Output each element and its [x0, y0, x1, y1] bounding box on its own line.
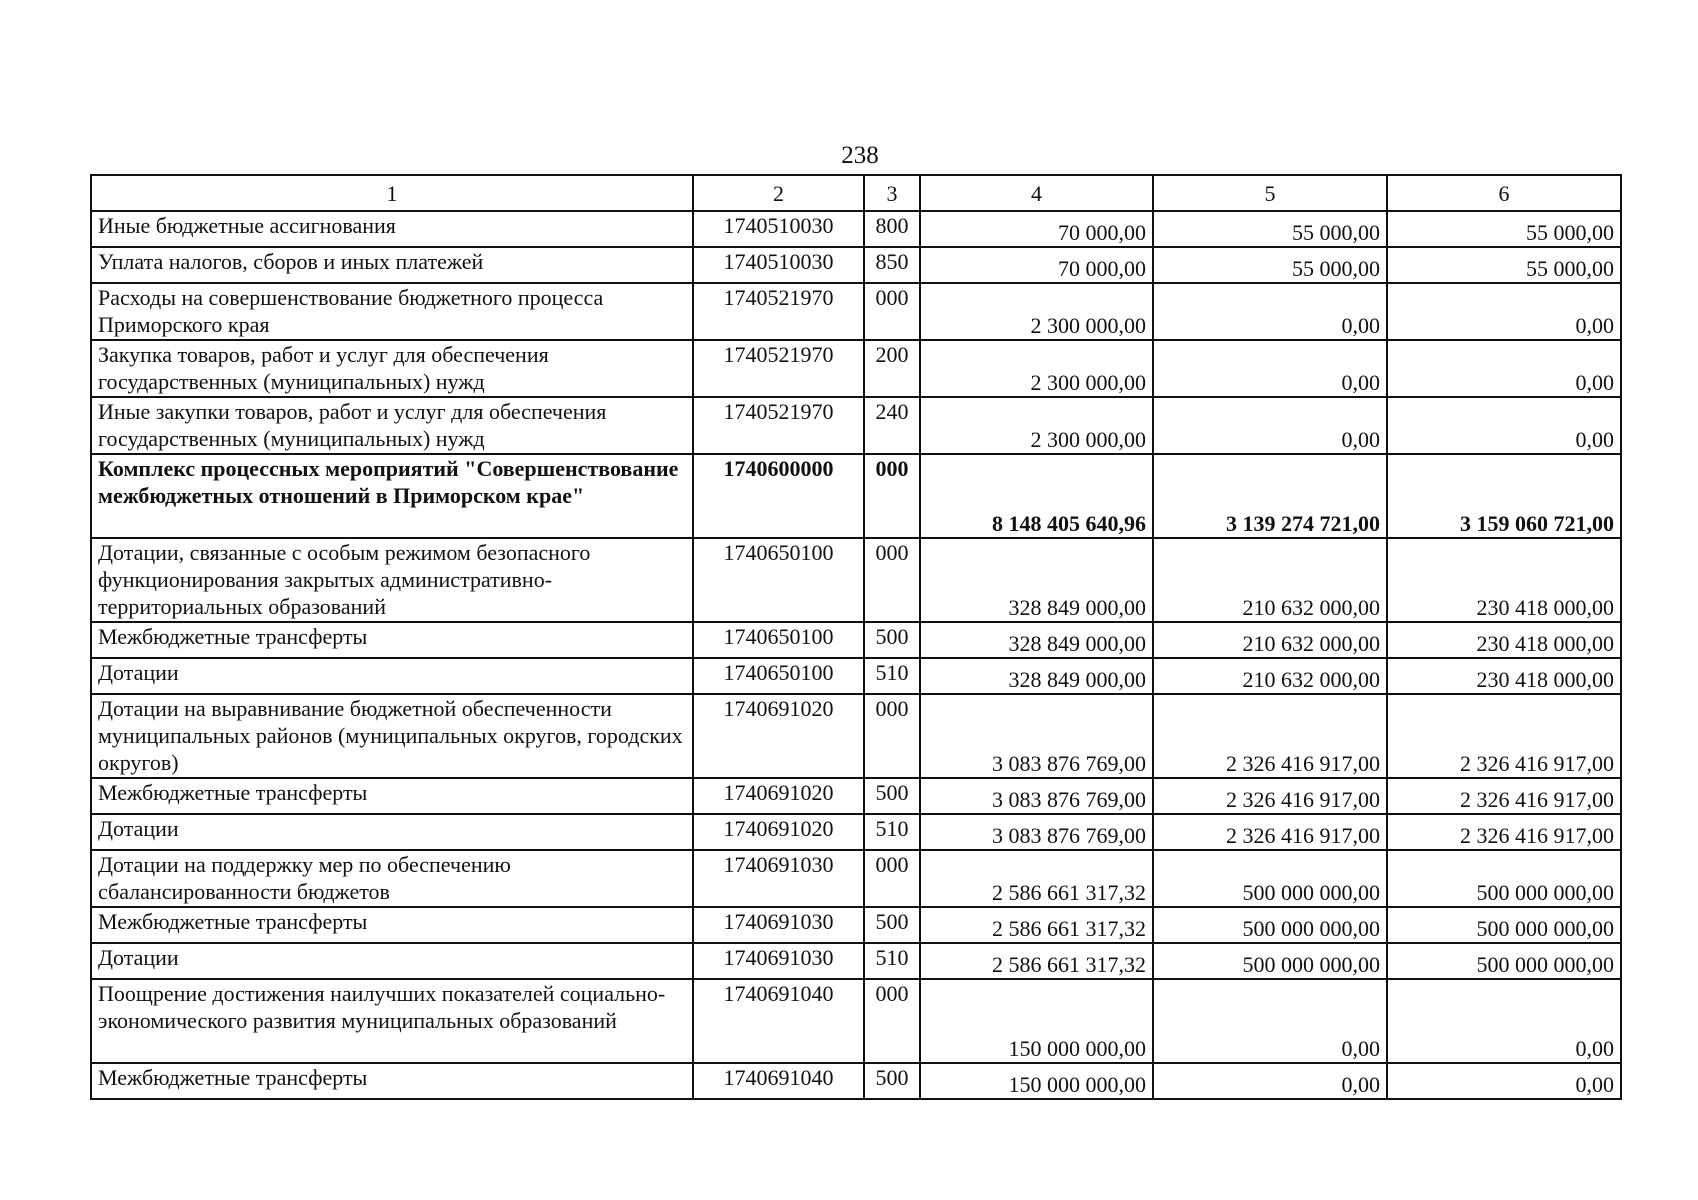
- row-amount-col5-cell: 500 000 000,00: [1153, 850, 1387, 907]
- row-amount-col4-cell: 3 083 876 769,00: [920, 694, 1153, 778]
- row-amount-col4-cell: 2 300 000,00: [920, 340, 1153, 397]
- row-amount-col5-cell: 0,00: [1153, 340, 1387, 397]
- row-code-cell: 1740691020: [693, 694, 864, 778]
- row-name-cell: Иные закупки товаров, работ и услуг для обеспечения государственных (муниципальных) нужд: [91, 397, 693, 454]
- row-amount-col4-cell: 328 849 000,00: [920, 538, 1153, 622]
- table-row: [91, 1063, 1621, 1099]
- row-amount-col6-cell: 2 326 416 917,00: [1387, 778, 1621, 814]
- row-amount-col6-cell: 230 418 000,00: [1387, 538, 1621, 622]
- row-amount-col5-cell: 500 000 000,00: [1153, 943, 1387, 979]
- row-code-cell: 1740521970: [693, 283, 864, 340]
- column-header: 3: [864, 175, 920, 211]
- row-amount-col6-cell: 2 326 416 917,00: [1387, 694, 1621, 778]
- row-amount-col4-cell: 3 083 876 769,00: [920, 778, 1153, 814]
- row-code-cell: 1740691020: [693, 778, 864, 814]
- row-amount-col6-cell: 500 000 000,00: [1387, 850, 1621, 907]
- row-code-cell: 1740650100: [693, 622, 864, 658]
- row-name-cell: Межбюджетные трансферты: [91, 622, 693, 658]
- page-number: 238: [841, 142, 879, 169]
- row-amount-col6-cell: 3 159 060 721,00: [1387, 454, 1621, 538]
- table-row: [91, 943, 1621, 979]
- table-row: [91, 814, 1621, 850]
- row-amount-col4-cell: 2 300 000,00: [920, 397, 1153, 454]
- row-type-cell: 200: [864, 340, 920, 397]
- table-row: [91, 283, 1621, 340]
- row-amount-col6-cell: 0,00: [1387, 1063, 1621, 1099]
- row-amount-col5-cell: 210 632 000,00: [1153, 538, 1387, 622]
- row-amount-col6-cell: 0,00: [1387, 283, 1621, 340]
- row-amount-col5-cell: 2 326 416 917,00: [1153, 694, 1387, 778]
- row-amount-col5-cell: 0,00: [1153, 397, 1387, 454]
- row-amount-col4-cell: 2 586 661 317,32: [920, 943, 1153, 979]
- table-row: [91, 211, 1621, 247]
- row-type-cell: 500: [864, 907, 920, 943]
- row-amount-col4-cell: 150 000 000,00: [920, 979, 1153, 1063]
- row-code-cell: 1740691020: [693, 814, 864, 850]
- row-name-cell: Поощрение достижения наилучших показателей социально-экономического развития муниципальных образований: [91, 979, 693, 1063]
- row-type-cell: 500: [864, 778, 920, 814]
- row-type-cell: 000: [864, 694, 920, 778]
- row-amount-col5-cell: 55 000,00: [1153, 247, 1387, 283]
- row-code-cell: 1740510030: [693, 247, 864, 283]
- row-amount-col6-cell: 500 000 000,00: [1387, 907, 1621, 943]
- row-name-cell: Межбюджетные трансферты: [91, 778, 693, 814]
- row-type-cell: 850: [864, 247, 920, 283]
- row-amount-col5-cell: 500 000 000,00: [1153, 907, 1387, 943]
- row-amount-col4-cell: 2 586 661 317,32: [920, 907, 1153, 943]
- row-name-cell: Расходы на совершенствование бюджетного процесса Приморского края: [91, 283, 693, 340]
- row-amount-col4-cell: 70 000,00: [920, 211, 1153, 247]
- row-name-cell: Межбюджетные трансферты: [91, 907, 693, 943]
- row-type-cell: 000: [864, 454, 920, 538]
- row-amount-col4-cell: 70 000,00: [920, 247, 1153, 283]
- row-amount-col5-cell: 55 000,00: [1153, 211, 1387, 247]
- table-row: [91, 778, 1621, 814]
- table-row: [91, 694, 1621, 778]
- table-row: [91, 907, 1621, 943]
- row-amount-col4-cell: 2 300 000,00: [920, 283, 1153, 340]
- row-amount-col6-cell: 500 000 000,00: [1387, 943, 1621, 979]
- table-row: [91, 850, 1621, 907]
- row-type-cell: 240: [864, 397, 920, 454]
- row-amount-col6-cell: 0,00: [1387, 340, 1621, 397]
- row-code-cell: 1740691040: [693, 979, 864, 1063]
- row-amount-col4-cell: 8 148 405 640,96: [920, 454, 1153, 538]
- row-type-cell: 510: [864, 814, 920, 850]
- row-amount-col4-cell: 3 083 876 769,00: [920, 814, 1153, 850]
- row-name-cell: Дотации: [91, 943, 693, 979]
- row-amount-col6-cell: 55 000,00: [1387, 247, 1621, 283]
- table-row: [91, 538, 1621, 622]
- row-amount-col5-cell: 210 632 000,00: [1153, 658, 1387, 694]
- row-code-cell: 1740691040: [693, 1063, 864, 1099]
- row-code-cell: 1740691030: [693, 850, 864, 907]
- row-code-cell: 1740691030: [693, 907, 864, 943]
- row-name-cell: Дотации на поддержку мер по обеспечению сбалансированности бюджетов: [91, 850, 693, 907]
- row-type-cell: 000: [864, 538, 920, 622]
- table-row: [91, 454, 1621, 538]
- budget-table: [90, 174, 1622, 1100]
- row-amount-col6-cell: 0,00: [1387, 979, 1621, 1063]
- row-amount-col5-cell: 3 139 274 721,00: [1153, 454, 1387, 538]
- column-header: 6: [1387, 175, 1621, 211]
- row-name-cell: Дотации: [91, 658, 693, 694]
- table-row: [91, 979, 1621, 1063]
- table-row: [91, 622, 1621, 658]
- column-header: 2: [693, 175, 864, 211]
- row-amount-col6-cell: 230 418 000,00: [1387, 622, 1621, 658]
- row-amount-col6-cell: 55 000,00: [1387, 211, 1621, 247]
- row-name-cell: Комплекс процессных мероприятий "Совершенствование межбюджетных отношений в Приморском крае": [91, 454, 693, 538]
- row-type-cell: 000: [864, 283, 920, 340]
- row-amount-col5-cell: 2 326 416 917,00: [1153, 778, 1387, 814]
- row-code-cell: 1740650100: [693, 538, 864, 622]
- row-name-cell: Уплата налогов, сборов и иных платежей: [91, 247, 693, 283]
- row-code-cell: 1740691030: [693, 943, 864, 979]
- row-amount-col5-cell: 0,00: [1153, 1063, 1387, 1099]
- row-type-cell: 800: [864, 211, 920, 247]
- table-row: [91, 247, 1621, 283]
- row-amount-col6-cell: 0,00: [1387, 397, 1621, 454]
- table-row: [91, 397, 1621, 454]
- row-type-cell: 000: [864, 979, 920, 1063]
- row-amount-col4-cell: 150 000 000,00: [920, 1063, 1153, 1099]
- row-name-cell: Дотации: [91, 814, 693, 850]
- row-amount-col5-cell: 0,00: [1153, 979, 1387, 1063]
- row-amount-col6-cell: 2 326 416 917,00: [1387, 814, 1621, 850]
- row-code-cell: 1740510030: [693, 211, 864, 247]
- row-amount-col4-cell: 2 586 661 317,32: [920, 850, 1153, 907]
- row-amount-col5-cell: 210 632 000,00: [1153, 622, 1387, 658]
- row-amount-col6-cell: 230 418 000,00: [1387, 658, 1621, 694]
- row-type-cell: 500: [864, 622, 920, 658]
- column-header: 4: [920, 175, 1153, 211]
- row-type-cell: 000: [864, 850, 920, 907]
- column-number-row: [91, 175, 1621, 211]
- row-type-cell: 510: [864, 943, 920, 979]
- row-type-cell: 500: [864, 1063, 920, 1099]
- row-name-cell: Иные бюджетные ассигнования: [91, 211, 693, 247]
- row-amount-col4-cell: 328 849 000,00: [920, 622, 1153, 658]
- row-code-cell: 1740521970: [693, 397, 864, 454]
- row-amount-col5-cell: 0,00: [1153, 283, 1387, 340]
- row-name-cell: Межбюджетные трансферты: [91, 1063, 693, 1099]
- row-name-cell: Дотации, связанные с особым режимом безопасного функционирования закрытых административно-территориальных образований: [91, 538, 693, 622]
- table-row: [91, 658, 1621, 694]
- column-header: 5: [1153, 175, 1387, 211]
- row-code-cell: 1740600000: [693, 454, 864, 538]
- row-name-cell: Дотации на выравнивание бюджетной обеспеченности муниципальных районов (муниципальных округов, городских округов): [91, 694, 693, 778]
- row-name-cell: Закупка товаров, работ и услуг для обеспечения государственных (муниципальных) нужд: [91, 340, 693, 397]
- column-header: 1: [91, 175, 693, 211]
- row-code-cell: 1740521970: [693, 340, 864, 397]
- row-amount-col5-cell: 2 326 416 917,00: [1153, 814, 1387, 850]
- table-row: [91, 340, 1621, 397]
- row-amount-col4-cell: 328 849 000,00: [920, 658, 1153, 694]
- row-code-cell: 1740650100: [693, 658, 864, 694]
- row-type-cell: 510: [864, 658, 920, 694]
